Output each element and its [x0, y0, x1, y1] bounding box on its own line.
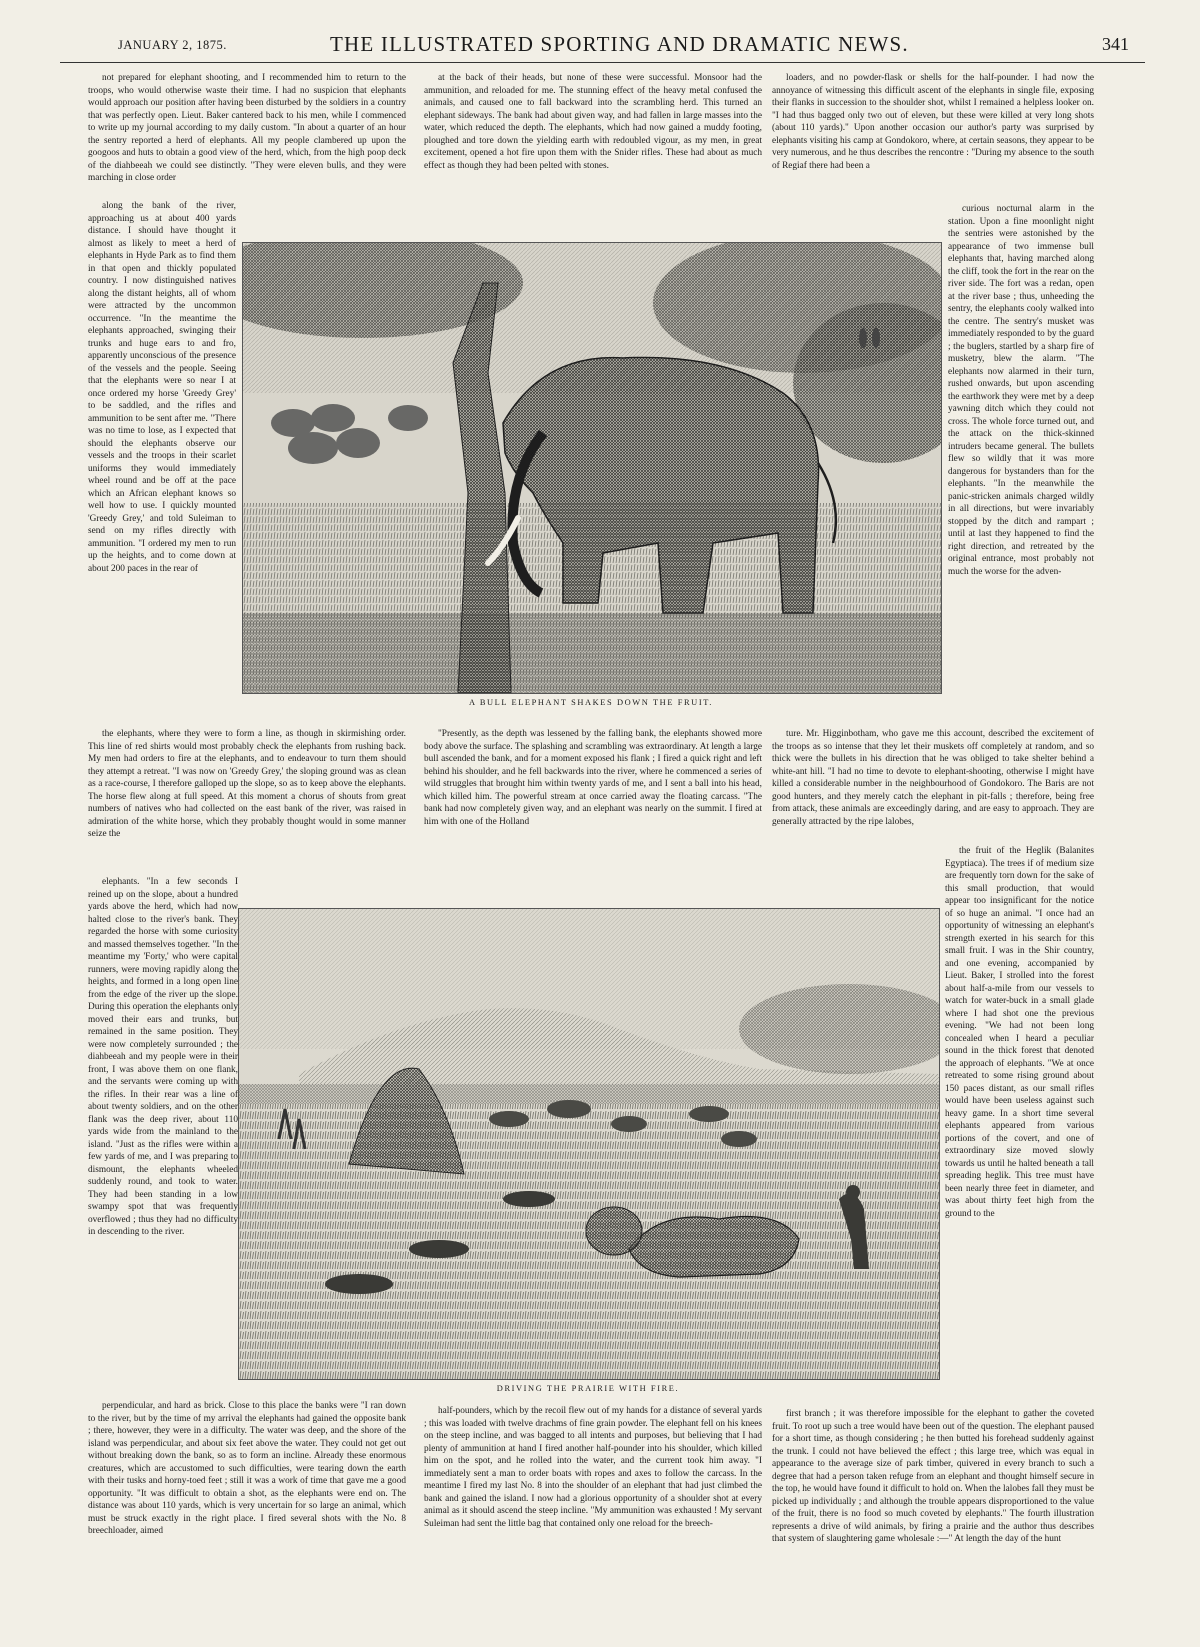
column-2-mid: "Presently, as the depth was lessened by the falling bank, the elephants showed more body above the surface. The splashing and scrambling was extraordinary. At length a large bull ascended the bank, and for a moment exposed his flank ; I fired a quick right and left behind his shoulder, and he fell backwards into the river, where he commenced a series of wild struggles that brought him within twenty yards of me, and I sent a ball into his head, which killed him. The powerful stream at once carried away the floating carcass. "The bank had now completely given way, and an elephant was nearly on the summit. I fired at him with one of the Holland — [424, 729, 762, 827]
column-3-mid: ture. Mr. Higginbotham, who gave me this account, described the excitement of the troops as so intense that they let their muskets off completely at random, and so thick were the bullets in his direction that he was obliged to take shelter behind a white-ant hill. "I had no time to devote to elephant-shooting, otherwise I might have killed a considerable number in the neighbourhood of Gondokoro. The Baris are not good hunters, and they merely catch the elephant in pit-falls ; therefore, being free from attack, these animals are exceedingly daring, and are easy to approach. They are generally attracted by the ripe lalobes, — [772, 729, 1094, 827]
publication-title: THE ILLUSTRATED SPORTING AND DRAMATIC NEWS. — [330, 32, 909, 56]
column-3-top: loaders, and no powder-flask or shells for the half-pounder. I had now the annoyance of witnessing this difficult ascent of the elephants in single file, exposing their flanks in succession to the shoulder shot, whilst I remained a helpless looker on. "I had thus bagged only two out of eleven, but these were killed at very long shots (about 110 yards)." Upon another occasion our author's party was surprised by elephants visiting his camp at Gondokoro, where, at certain seasons, they appear to be very numerous, and he thus describes the rencontre : "During my absence to the south of Regiaf there had been a — [772, 73, 1094, 171]
column-3-lower: the fruit of the Heglik (Balanites Egyptiaca). The trees if of medium size are frequently torn down for the sake of this small production, that would appear too insignificant for the notice of so huge an animal. "I once had an opportunity of witnessing an elephant's strength exerted in his search for this small fruit. I was in the Shir country, and one evening, accompanied by Lieut. Baker, I strolled into the forest about half-a-mile from our vessels to watch for water-buck in a small glade where I had shot one the previous evening. "We had not been long concealed when I heard a peculiar sound in the thick forest that denoted the approach of elephants. "We at once retreated to some rising ground about 150 paces distant, as our small rifles would have been useless against such heavy game. In a short time several elephants appeared from various portions of the covert, and one of extraordinary size moved slowly towards us until he halted beneath a tall spreading heglik. This tree must have been nearly three feet in diameter, and was about thirty feet high from the ground to the — [945, 846, 1094, 1219]
column-1-mid-wide: the elephants, where they were to form a line, as though in skirmishing order. This line of red shirts would most probably check the elephants from rushing back. My men had orders to fire at the elephants, and to endeavour to turn them should they attempt a retreat. "I was now on 'Greedy Grey,' the sloping ground was as clean as a race-course, I therefore galloped up the slope, so as to keep above the elephants. The horse flew along at full speed. At this moment a chorus of shouts from great numbers of natives who had collected on the east bank of the river, was raised in admiration of the white horse, which they probably thought would in some manner seize the — [88, 729, 406, 839]
caption-bull-elephant: A BULL ELEPHANT SHAKES DOWN THE FRUIT. — [468, 698, 714, 707]
illustration-prairie-fire — [238, 908, 940, 1380]
column-3-bottom: first branch ; it was therefore impossible for the elephant to gather the coveted fruit. To root up such a tree would have been out of the question. The elephant paused for a short time, as though considering ; he then butted his forehead suddenly against the trunk. I could not have believed the effect ; this large tree, which was equal in appearance to the average size of park timber, quivered in every branch to such a degree that had a person taken refuge from an elephant and thought himself secure in the top, he would have found it difficult to hold on. When the lalobes fall they must be picked up individually ; and although the trouble appears disproportioned to the value of the fruit, there is no food so much coveted by elephants." The fourth illustration represents a drive of wild animals, by firing a prairie and the author thus describes that system of slaughtering game wholesale :—" At length the day of the hunt — [772, 1409, 1094, 1544]
column-2-top: at the back of their heads, but none of these were successful. Monsoor had the ammunition, and reloaded for me. The stunning effect of the heavy metal confused the animals, and caused one to fall backward into the scrambling herd. This turned an elephant sideways. The bank had about given way, and had fallen in large masses into the water, which reduced the depth. The elephants, which had now gained a muddy footing, ploughed and tore down the yielding earth with redoubled vigour, as my men, in great excitement, opened a hot fire upon them with the Snider rifles. These had about as much effect as though they had been pelted with stones. — [424, 73, 762, 171]
caption-prairie-fire: DRIVING THE PRAIRIE WITH FIRE. — [496, 1384, 680, 1393]
column-1-bottom: perpendicular, and hard as brick. Close to this place the banks were "I ran down to the river, but by the time of my arrival the elephants had gained the opposite bank ; there, however, they were in a difficulty. The water was deep, and the shore of the island was perpendicular, and about six feet above the water. They could not get out without breaking down the bank, so as to form an incline. Already these enormous creatures, which are accustomed to such difficulties, were tearing down the earth with their tusks and horny-toed feet ; still it was a work of time that gave me a good opportunity. "It was difficult to obtain a shot, as the elephants were end on. The distance was about 110 yards, which is very uncertain for so large an animal, which must be struck exactly in the right place. I fired several shots with the No. 8 breechloader, aimed — [88, 1401, 406, 1536]
masthead — [60, 30, 1145, 63]
column-1-top: not prepared for elephant shooting, and I recommended him to return to the troops, who would otherwise waste their time. I had no suspicion that elephants would approach our position after having been disturbed by the soldiers in a country that was perfectly open. Lieut. Baker cantered back to his men, while I commenced to write up my journal according to my daily custom. "In about a quarter of an hour the sentry reported a herd of elephants. All my people clambered up upon the googoos and huts to obtain a good view of the herd, which, from the high poop deck of the diahbeeah we could see distinctly. "They were eleven bulls, and they were marching in close order — [88, 73, 406, 183]
column-3-narrow: curious nocturnal alarm in the station. Upon a fine moonlight night the sentries were astonished by the appearance of two immense bull elephants that, having marched along the cliff, took the fort in the rear on the river side. The fort was a redan, open at the river base ; thus, unheeding the sentry, the elephants cooly walked into the centre. The sentry's musket was immediately responded to by the guard ; the buglers, startled by a sharp fire of musketry, blew the alarm. "The elephants now alarmed in their turn, rushed onwards, but upon ascending the earthwork they were met by a deep yawning ditch which they could not cross. The whole force turned out, and the attack on the thick-skinned intruders became general. The bullets flew so wildly that it was more dangerous for bystanders than for the elephants. "In the meanwhile the panic-stricken animals charged wildly in all directions, but were invariably stopped by the ditch and rampart ; until at last they happened to find the right direction, and retreated by the original entrance, most probably not much the worse for the adven- — [948, 204, 1094, 577]
column-2-bottom: half-pounders, which by the recoil flew out of my hands for a distance of several yards ; this was loaded with twelve drachms of fine grain powder. The elephant fell on his knees on the steep incline, and was bagged to all intents and purposes, but believing that I had plenty of ammunition at hand I fired another half-pounder into his shoulder, which killed him on the spot, and he rolled into the water, and the current took him away. "I immediately sent a man to order boats with ropes and axes to follow the carcass. In the meantime I fired my last No. 8 into the shoulder of an elephant that had just climbed the bank and gained the island. I now had a glorious opportunity of a shoulder shot at every animal as it should ascend the steep incline. "My ammunition was exhausted ! My servant Suleiman had sent the little bag that contained only one reload for the breech- — [424, 1406, 762, 1529]
elephant-engraving — [243, 243, 941, 693]
prairie-engraving — [239, 909, 939, 1379]
issue-date: JANUARY 2, 1875. — [118, 38, 227, 52]
column-1-lower: elephants. "In a few seconds I reined up on the slope, about a hundred yards above the herd, which had now halted close to the river's bank. They regarded the horse with some curiosity and massed themselves together. "In the meantime my 'Forty,' who were capital runners, were moving rapidly along the heights, and formed in a long open line from the edge of the river up the slope. During this operation the elephants only moved their ears and trunks, but remained in the same position. They were now completely surrounded ; the diahbeeah and my people were in their front, I was above them on one flank, and the servants were coming up with the rifles. In their rear was a line of about twenty soldiers, and on the other flank was the deep river, about 110 yards wide from the mainland to the island. "Just as the rifles were within a few yards of me, and I was preparing to dismount, the elephants wheeled suddenly round, and took to water. They had been standing in a low swampy spot that was frequently overflowed ; thus they had no difficulty in descending to the river. — [88, 877, 238, 1237]
page-number: 341 — [1102, 34, 1129, 54]
column-1-narrow: along the bank of the river, approaching us at about 400 yards distance. I should have thought it almost as likely to meet a herd of elephants in Hyde Park as to find them in that open and thickly populated country. I now distinguished natives along the distant heights, all of whom were attracted by the uncommon occurrence. "In the meantime the elephants approached, swinging their trunks and huge ears to and fro, apparently unconscious of the presence of the vessels and the people. Seeing that the elephants were so near I at once ordered my horse 'Greedy Grey' to be saddled, and the rifles and ammunition to be sent after me. "There was no time to lose, as I expected that should the elephants observe our vessels and the troops in their scarlet uniforms they would immediately wheel round and be off at the pace which an African elephant knows so well how to use. I quickly mounted 'Greedy Grey,' and told Suleiman to send on my rifles directly with ammunition. "I ordered my men to run up the heights, and to come down at about 200 paces in the rear of — [88, 201, 236, 574]
illustration-bull-elephant — [242, 242, 942, 694]
